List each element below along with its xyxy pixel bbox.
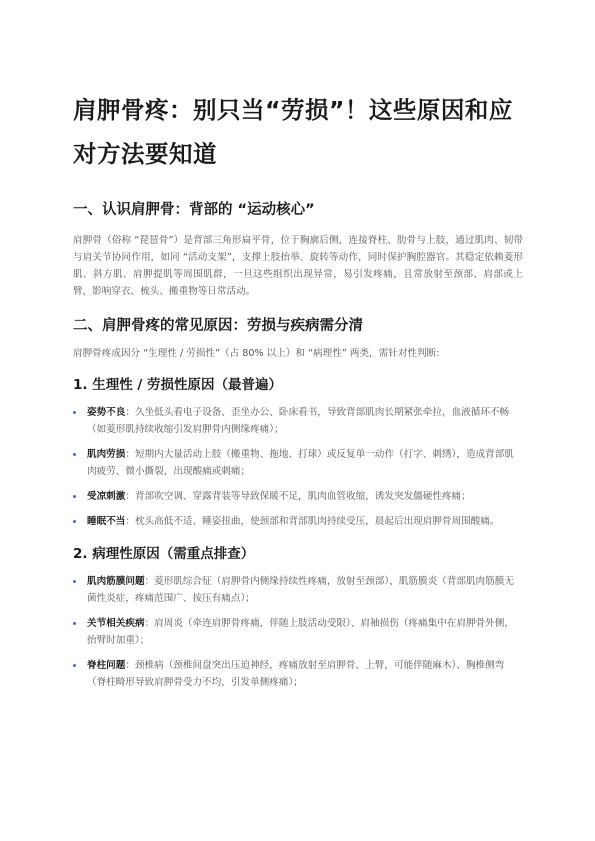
list-item bbox=[73, 513, 523, 530]
section-1 bbox=[73, 200, 523, 300]
list-item bbox=[73, 488, 523, 505]
section-2-intro: 肩胛骨疼成因分 “生理性 / 劳损性”（占 80% 以上）和 “病理性” 两类，需针对性判断: bbox=[73, 348, 440, 359]
section-2-heading: 二、肩胛骨疼的常见原因：劳损与疾病需分清 bbox=[73, 318, 363, 334]
document-page bbox=[73, 0, 523, 691]
list-item-text: ：背部吹空调、穿露背装等导致保暖不足，肌肉血管收缩，诱发突发僵硬性疼痛； bbox=[125, 491, 471, 502]
list-item-text: ：菱形肌综合征（肩胛骨内侧缘持续性疼痛，放射至颈部）、肌筋膜炎（背部肌肉筋膜无菌性炎症，疼痛范围广、按压有痛点）； bbox=[87, 576, 514, 604]
document-title: 肩胛骨疼：别只当“劳损”！这些原因和应对方法要知道 bbox=[73, 96, 513, 168]
list-item-label: 睡眠不当 bbox=[87, 516, 126, 527]
list-item-label: 肌肉劳损 bbox=[87, 449, 126, 460]
list-item-text: ：短期内大量活动上肢（搬重物、拖地、打球）或反复单一动作（打字、刺绣），造成背部肌肉疲劳、微小撕裂，出现酸痛或刺痛； bbox=[87, 449, 514, 477]
list-item-text: ：颈椎病（颈椎间盘突出压迫神经，疼痛放射至肩胛骨、上臂，可能伴随麻木）、胸椎侧弯（脊柱畸形导致肩胛骨受力不均，引发单侧疼痛）； bbox=[87, 660, 505, 688]
bullet-icon bbox=[73, 453, 76, 456]
bullet-icon bbox=[73, 664, 76, 667]
list-item-label: 脊柱问题 bbox=[87, 660, 126, 671]
list-item-label: 关节相关疾病 bbox=[87, 618, 145, 629]
list-item bbox=[73, 446, 523, 480]
bullet-icon bbox=[73, 520, 76, 523]
section-2 bbox=[73, 316, 523, 691]
list-item-text: ：肩周炎（牵连肩胛骨疼痛，伴随上肢活动受限）、肩袖损伤（疼痛集中在肩胛骨外侧，抬臂时加重）； bbox=[87, 618, 514, 646]
subsection-1-list bbox=[73, 404, 523, 530]
subsection-1-heading: 1. 生理性 / 劳损性原因（最普遍） bbox=[73, 377, 283, 393]
bullet-icon bbox=[73, 580, 76, 583]
list-item bbox=[73, 404, 523, 438]
subsection-2-list bbox=[73, 573, 523, 691]
list-item-text: ：枕头高低不适、睡姿扭曲，使颈部和背部肌肉持续受压，晨起后出现肩胛骨周围酸痛。 bbox=[125, 516, 500, 527]
list-item bbox=[73, 615, 523, 649]
subsection-2-heading: 2. 病理性原因（需重点排查） bbox=[73, 546, 255, 562]
list-item bbox=[73, 573, 523, 607]
section-1-body: 肩胛骨（俗称 “琵琶骨”）是背部三角形扁平骨，位于胸廓后侧，连接脊柱、肋骨与上肢，通过肌肉、韧带与肩关节协同作用，如同 “活动支架”，支撑上肢抬举、旋转等动作，同时保护胸腔器官。其稳定依赖菱形肌、斜方肌、肩胛提肌等周围肌群，一旦这些组织出现异常，易引发疼痛，且常放射至颈部、肩部或上臂，影响穿衣、梳头、搬重物等日常活动。 bbox=[73, 235, 523, 297]
list-item bbox=[73, 657, 523, 691]
list-item-label: 受凉刺激 bbox=[87, 491, 126, 502]
list-item-label: 肌肉筋膜问题 bbox=[87, 576, 145, 587]
list-item-text: ：久坐低头看电子设备、歪坐办公、卧床看书，导致背部肌肉长期紧张牵拉，血液循环不畅（如菱形肌持续收缩引发肩胛骨内侧缘疼痛）； bbox=[87, 407, 510, 435]
list-item-label: 姿势不良 bbox=[87, 407, 126, 418]
bullet-icon bbox=[73, 411, 76, 414]
bullet-icon bbox=[73, 495, 76, 498]
bullet-icon bbox=[73, 622, 76, 625]
section-1-heading: 一、认识肩胛骨：背部的 “运动核心” bbox=[73, 202, 315, 218]
